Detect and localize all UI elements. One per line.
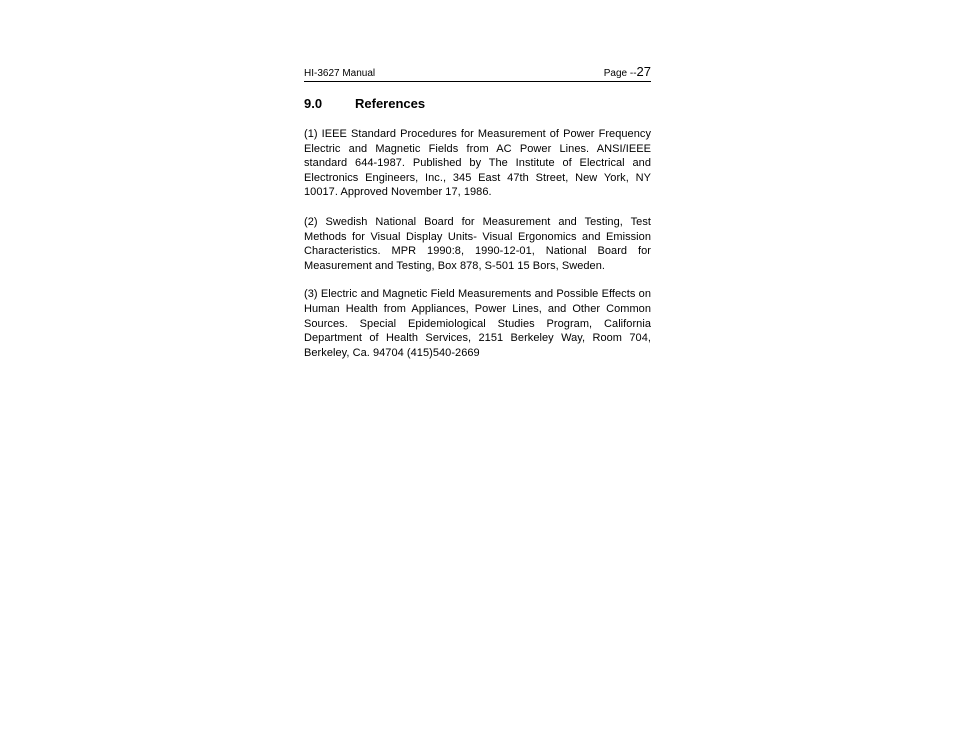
running-header [304,64,651,82]
page-number: 27 [636,64,651,79]
page-prefix: Page -- [603,68,637,79]
section-title: References [355,96,426,111]
reference-2: (2) Swedish National Board for Measurement and Testing, Test Methods for Visual Display Units- Visual Ergonomics and Emission Characteristics. MPR 1990:8, 1990-12-01, National Board for Measurement and Testing, Box 878, S-501 15 Bors, Sweden. [304,215,651,272]
reference-1: (1) IEEE Standard Procedures for Measurement of Power Frequency Electric and Magnetic Fields from AC Power Lines. ANSI/IEEE standard 644-1987. Published by The Institute of Electrical and Electronics Engineers, Inc., 345 East 47th Street, New York, NY 10017. Approved November 17, 1986. [304,128,651,199]
section-heading [304,96,651,112]
manual-title: HI-3627 Manual [304,68,376,79]
page-indicator [604,66,651,80]
reference-3: (3) Electric and Magnetic Field Measurements and Possible Effects on Human Health from Appliances, Power Lines, and Other Common Sources. Special Epidemiological Studies Program, California Department of Health Services, 2151 Berkeley Way, Room 704, Berkeley, Ca. 94704 (415)540-2669 [304,288,651,359]
section-number: 9.0 [304,96,323,111]
document-page [304,64,651,360]
